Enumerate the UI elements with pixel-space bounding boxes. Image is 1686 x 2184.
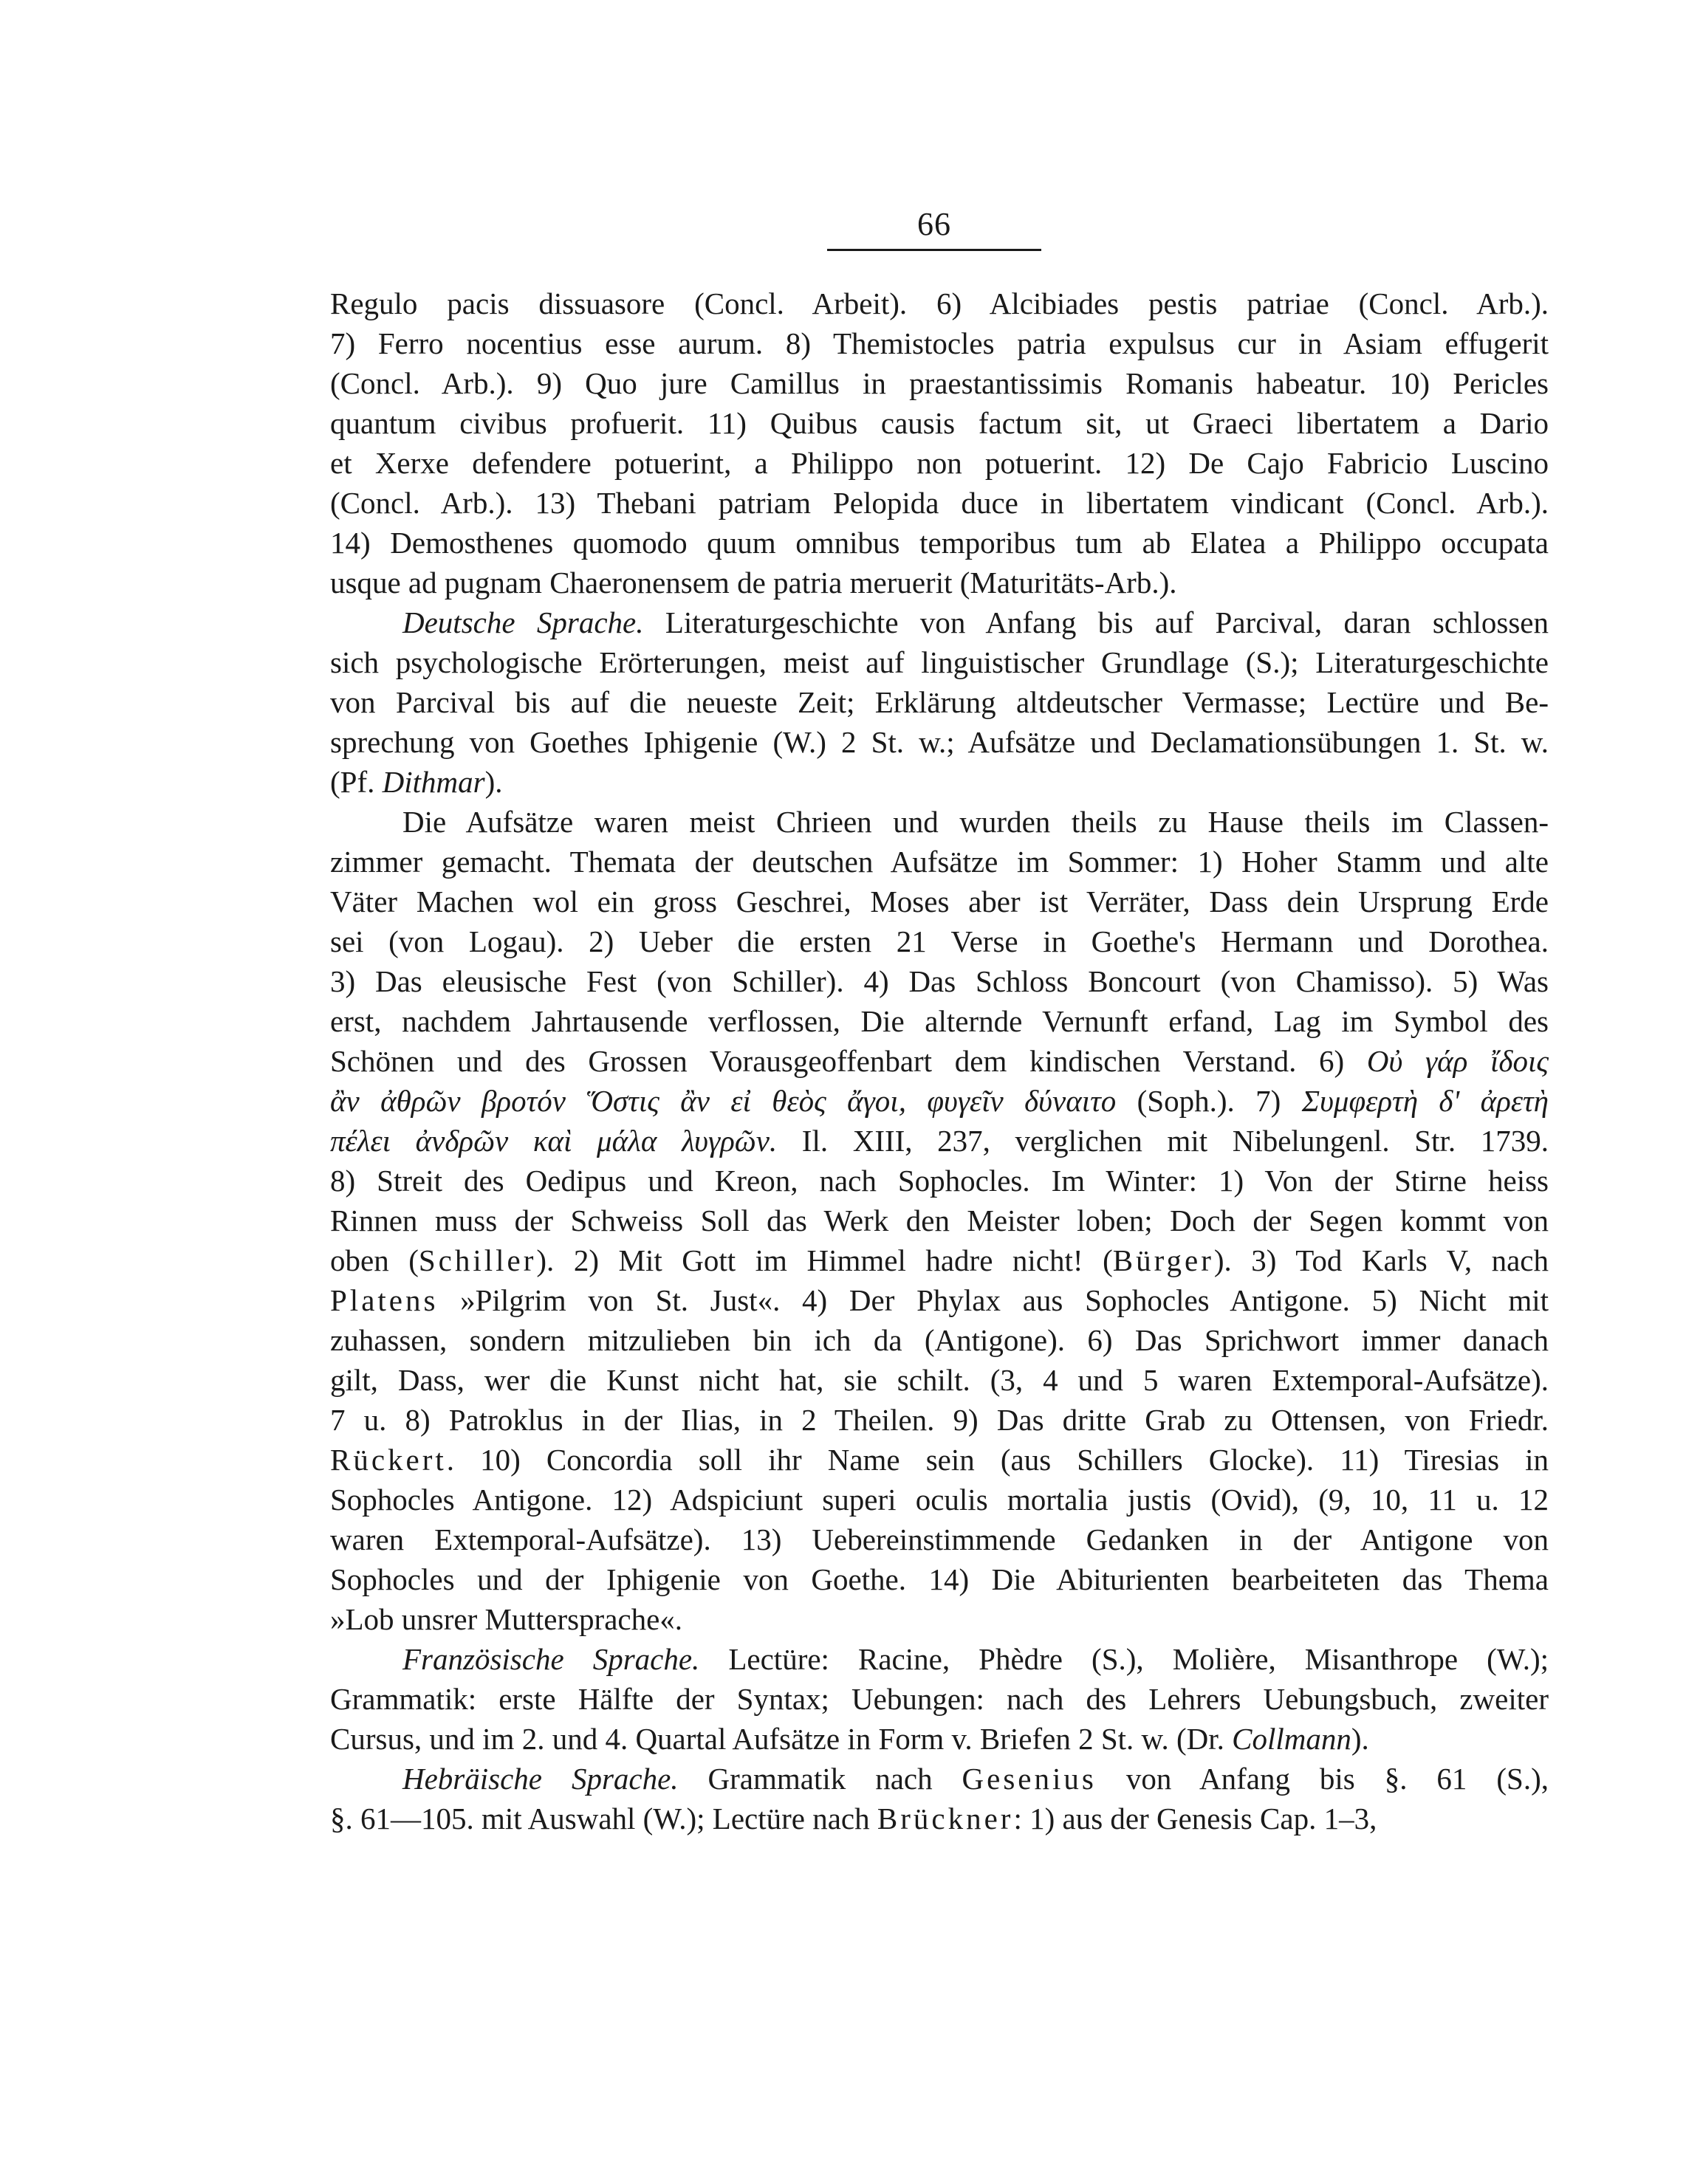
body-text: [330, 284, 1549, 1838]
text-line: [330, 483, 1549, 523]
paragraph-latin-topics: [330, 284, 1549, 602]
text-line: [330, 1360, 1549, 1400]
text-line: [330, 284, 1549, 323]
text-run: Literaturgeschichte von Anfang bis auf Parcival, daran schlossen: [643, 605, 1549, 639]
text-line: [330, 1161, 1549, 1201]
text-run: erst, nachdem Jahrtausende verflossen, Die alternde Vernunft erfand, Lag im Symbol des: [330, 1004, 1549, 1038]
text-run: Schönen und des Grossen Vorausgeoffenbart dem kindischen Verstand. 6): [330, 1044, 1367, 1078]
spaced-name: Rückert: [330, 1443, 447, 1477]
text-run: : 1) aus der Genesis Cap. 1–3,: [1013, 1802, 1377, 1836]
text-run: waren Extemporal-Aufsätze). 13) Uebereinstimmende Gedanken in der Antigone von: [330, 1522, 1549, 1556]
text-line: [330, 363, 1549, 403]
text-line: [330, 1240, 1549, 1280]
text-run: 7) Ferro nocentius esse aurum. 8) Themistocles patria expulsus cur in Asiam effugerit: [330, 326, 1549, 360]
text-run: sprechung von Goethes Iphigenie (W.) 2 St. w.; Aufsätze und Declamationsübungen 1. St. w.: [330, 725, 1549, 759]
italic-text: Dithmar: [382, 765, 485, 799]
text-line: [330, 1639, 1549, 1679]
text-run: von Anfang bis §. 61 (S.),: [1096, 1762, 1549, 1796]
spaced-name: Schiller: [418, 1243, 537, 1277]
text-run: zimmer gemacht. Themata der deutschen Aufsätze im Sommer: 1) Hoher Stamm und alte: [330, 845, 1549, 879]
text-line: [330, 1400, 1549, 1440]
text-run: . 10) Concordia soll ihr Name sein (aus Schillers Glocke). 11) Tiresias in: [446, 1443, 1549, 1477]
paragraph-hebraeische-sprache: [330, 1759, 1549, 1838]
text-line: [330, 1280, 1549, 1320]
text-line: [330, 1440, 1549, 1480]
text-line: [330, 403, 1549, 443]
text-line: [330, 682, 1549, 722]
text-line: [330, 1041, 1549, 1081]
text-line: [330, 1081, 1549, 1121]
text-line: [330, 1599, 1549, 1639]
text-run: (Concl. Arb.). 9) Quo jure Camillus in praestantissimis Romanis habeatur. 10) Pericles: [330, 366, 1549, 400]
text-run: §. 61—105. mit Auswahl (W.); Lectüre nach: [330, 1802, 877, 1836]
text-run: gilt, Dass, wer die Kunst nicht hat, sie schilt. (3, 4 und 5 waren Extemporal-Aufsätze).: [330, 1363, 1549, 1397]
text-run: ). 2) Mit Gott im Himmel hadre nicht! (: [536, 1243, 1113, 1277]
spaced-name: Bürger: [1112, 1243, 1214, 1277]
paragraph-franzoesische-sprache: [330, 1639, 1549, 1759]
text-run: 7 u. 8) Patroklus in der Ilias, in 2 Theilen. 9) Das dritte Grab zu Ottensen, von Friedr.: [330, 1403, 1549, 1437]
text-run: 14) Demosthenes quomodo quum omnibus temporibus tum ab Elatea a Philippo occupata: [330, 526, 1549, 560]
italic-text: Hebräische Sprache.: [402, 1762, 679, 1796]
text-line: [330, 722, 1549, 762]
italic-text: Deutsche Sprache.: [402, 605, 644, 639]
text-line: [330, 1121, 1549, 1161]
text-run: Die Aufsätze waren meist Chrieen und wurden theils zu Hause theils im Classen-: [402, 805, 1549, 839]
text-run: Rinnen muss der Schweiss Soll das Werk den Meister loben; Doch der Segen kommt von: [330, 1203, 1549, 1237]
paragraph-deutsche-sprache: [330, 602, 1549, 802]
text-line: [330, 762, 1549, 802]
text-line: [330, 1320, 1549, 1360]
text-run: Grammatik nach: [678, 1762, 962, 1796]
spaced-name: Brückner: [877, 1802, 1014, 1836]
text-line: [330, 1759, 1549, 1799]
text-run: 8) Streit des Oedipus und Kreon, nach Sophocles. Im Winter: 1) Von der Stirne heiss: [330, 1164, 1549, 1198]
text-run: Grammatik: erste Hälfte der Syntax; Uebungen: nach des Lehrers Uebungsbuch, zweiter: [330, 1682, 1549, 1716]
text-run: Lectüre: Racine, Phèdre (S.), Molière, Misanthrope (W.);: [699, 1642, 1549, 1676]
page-number: 66: [917, 206, 951, 242]
text-line: [330, 323, 1549, 363]
text-line: [330, 1679, 1549, 1719]
text-run: zuhassen, sondern mitzulieben bin ich da (Antigone). 6) Das Sprichwort immer danach: [330, 1323, 1549, 1357]
text-line: [330, 1201, 1549, 1240]
text-run: Sophocles und der Iphigenie von Goethe. 14) Die Abiturienten bearbeiteten das Thema: [330, 1562, 1549, 1596]
spaced-name: Platens: [330, 1283, 439, 1317]
text-run: ).: [484, 765, 503, 799]
text-run: oben (: [330, 1243, 419, 1277]
italic-text: Οὐ γάρ ἴδοις: [1366, 1044, 1549, 1078]
text-run: sich psychologische Erörterungen, meist auf linguistischer Grundlage (S.); Literaturgeschichte: [330, 645, 1549, 679]
text-run: Cursus, und im 2. und 4. Quartal Aufsätze in Form v. Briefen 2 St. w. (Dr.: [330, 1722, 1233, 1756]
italic-text: Französische Sprache.: [402, 1642, 700, 1676]
text-run: (Soph.). 7): [1116, 1084, 1302, 1118]
text-run: (Pf.: [330, 765, 383, 799]
text-run: ).: [1351, 1722, 1369, 1756]
text-line: [330, 1480, 1549, 1519]
text-run: Sophocles Antigone. 12) Adspiciunt superi oculis mortalia justis (Ovid), (9, 10, 11 u. 12: [330, 1483, 1549, 1517]
text-run: ). 3) Tod Karls V, nach: [1213, 1243, 1549, 1277]
text-run: 3) Das eleusische Fest (von Schiller). 4) Das Schloss Boncourt (von Chamisso). 5) Was: [330, 964, 1549, 998]
text-run: et Xerxe defendere potuerint, a Philippo non potuerint. 12) De Cajo Fabricio Luscino: [330, 446, 1549, 480]
text-line: [330, 921, 1549, 961]
text-line: [330, 961, 1549, 1001]
text-line: [330, 1001, 1549, 1041]
text-line: [330, 1719, 1549, 1759]
text-line: [330, 563, 1549, 602]
text-line: [330, 523, 1549, 563]
italic-text: Συμφερτὴ δ' ἀρετὴ: [1301, 1084, 1549, 1118]
text-line: [330, 1519, 1549, 1559]
text-run: (Concl. Arb.). 13) Thebani patriam Pelopida duce in libertatem vindicant (Concl. Arb.).: [330, 486, 1549, 520]
text-run: von Parcival bis auf die neueste Zeit; Erklärung altdeutscher Vermasse; Lectüre und Be-: [330, 685, 1549, 719]
text-run: sei (von Logau). 2) Ueber die ersten 21 Verse in Goethe's Hermann und Dorothea.: [330, 924, 1549, 958]
header-rule: [827, 249, 1041, 251]
text-run: usque ad pugnam Chaeronensem de patria meruerit (Maturitäts-Arb.).: [330, 566, 1177, 600]
text-run: »Pilgrim von St. Just«. 4) Der Phylax aus Sophocles Antigone. 5) Nicht mit: [438, 1283, 1549, 1317]
text-run: Il. XIII, 237, verglichen mit Nibelungenl. Str. 1739.: [777, 1124, 1549, 1158]
text-line: [330, 802, 1549, 842]
italic-text: Collmann: [1232, 1722, 1351, 1756]
text-run: quantum civibus profuerit. 11) Quibus causis factum sit, ut Graeci libertatem a Dario: [330, 406, 1549, 440]
text-line: [330, 443, 1549, 483]
text-line: [330, 842, 1549, 882]
text-run: Regulo pacis dissuasore (Concl. Arbeit). 6) Alcibiades pestis patriae (Concl. Arb.).: [330, 286, 1549, 320]
text-run: Väter Machen wol ein gross Geschrei, Moses aber ist Verräter, Dass dein Ursprung Erde: [330, 885, 1549, 918]
paragraph-aufsaetze: [330, 802, 1549, 1639]
italic-text: πέλει ἀνδρῶν καὶ μάλα λυγρῶν.: [330, 1124, 778, 1158]
text-line: [330, 1559, 1549, 1599]
text-line: [330, 642, 1549, 682]
text-run: »Lob unsrer Muttersprache«.: [330, 1602, 683, 1636]
text-line: [330, 882, 1549, 921]
text-line: [330, 602, 1549, 642]
spaced-name: Gesenius: [962, 1762, 1097, 1796]
italic-text: ἂν ἀθρῶν βροτόν Ὅστις ἂν εἰ θεὸς ἄγοι, φυγεῖν δύναιτο: [330, 1084, 1117, 1118]
text-line: [330, 1799, 1549, 1838]
